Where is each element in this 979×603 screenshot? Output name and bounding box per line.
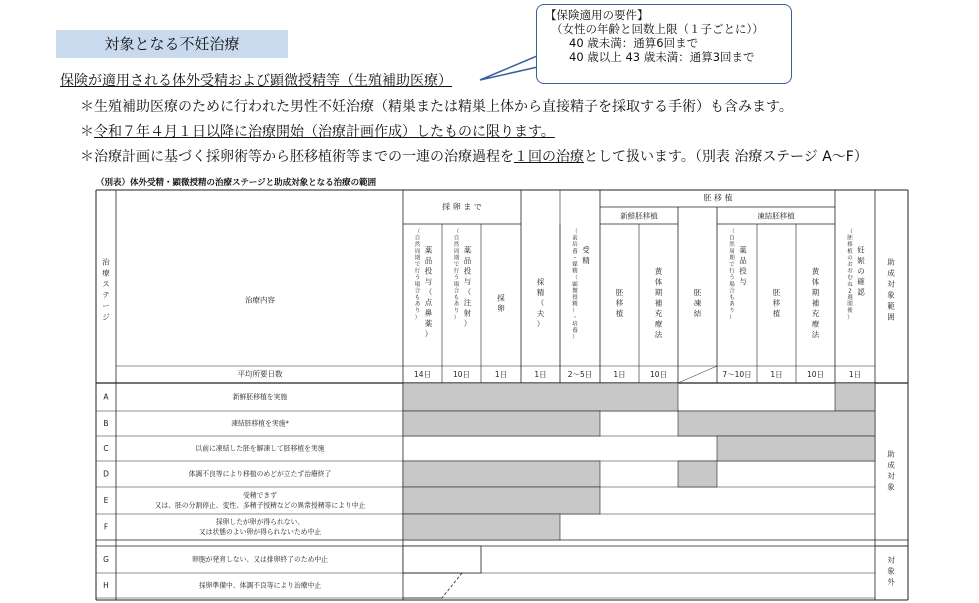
vertical-char: 補 (654, 298, 663, 308)
vertical-char: 外 (887, 577, 895, 587)
vertical-char: 充 (811, 309, 820, 318)
vertical-char: 然 (729, 242, 735, 249)
vertical-char: で (414, 262, 421, 268)
vertical-char: り (453, 308, 460, 315)
column-days: 2〜5日 (567, 370, 593, 379)
vertical-char: 週 (847, 295, 853, 301)
header-group-haiishoku: 胚 移 植 (703, 193, 733, 203)
header-group-touketsu: 凍結胚移植 (757, 211, 795, 221)
column-days: 10日 (452, 370, 471, 379)
vertical-char: 法 (654, 330, 663, 339)
vertical-char: 対 (887, 471, 895, 481)
column-days: 1日 (494, 370, 508, 379)
stage-label: D (103, 469, 109, 479)
vertical-char: 周 (453, 248, 460, 255)
vertical-char: （ (729, 229, 735, 235)
vertical-char: ） (572, 334, 578, 341)
vertical-char: 確 (857, 277, 865, 286)
header-scope-col (887, 257, 895, 322)
coverage-bar (678, 461, 717, 487)
vertical-char: 卵 (497, 303, 505, 313)
stage-content: 凍結胚移植を実施* (231, 419, 289, 428)
vertical-char: 期 (729, 255, 735, 262)
stage-label: A (103, 392, 109, 402)
vertical-char: で (453, 262, 460, 268)
vertical-char: ） (729, 314, 735, 321)
coverage-bar (678, 411, 875, 436)
vertical-char: 薬 (739, 245, 747, 255)
vertical-char: ） (536, 319, 545, 329)
callout-line: 40 歳未満：通算6回まで (569, 36, 699, 50)
vertical-char: 微 (572, 288, 578, 295)
excluded-box-h (442, 573, 462, 598)
vertical-char: 行 (414, 268, 421, 275)
column-header-label (616, 288, 624, 318)
vertical-char: 行 (729, 268, 735, 275)
coverage-bar (403, 383, 678, 411)
note-part: ＊治療計画に基づく採卵術等から胚移植術等までの一連の治療過程を (80, 149, 514, 165)
column-header-label (773, 288, 781, 318)
vertical-char: 培 (572, 321, 578, 328)
scope-excluded (887, 555, 895, 587)
header-group-saiken: 採 卵 ま で (442, 202, 482, 212)
vertical-char: 投 (424, 266, 433, 276)
vertical-char: う (453, 275, 460, 282)
vertical-char: 期 (811, 288, 820, 297)
column-header-label (582, 245, 590, 266)
vertical-char: 合 (453, 288, 460, 295)
vertical-char: 前 (572, 235, 578, 242)
vertical-char: （ (424, 287, 433, 297)
vertical-char: 鼻 (424, 308, 433, 318)
vertical-char: 成 (887, 460, 895, 470)
coverage-bar (403, 411, 600, 436)
vertical-char: 法 (811, 330, 820, 339)
stage-label: C (103, 444, 109, 453)
vertical-char: 自 (453, 235, 460, 242)
vertical-char: 品 (739, 256, 747, 265)
vertical-char: 投 (739, 266, 747, 276)
vertical-char: ） (463, 319, 472, 328)
vertical-char: り (729, 308, 735, 315)
vertical-char: 妊 (857, 245, 865, 255)
vertical-char: 植 (615, 309, 624, 318)
vertical-char: 合 (414, 288, 421, 295)
vertical-char: 治 (102, 257, 110, 267)
vertical-char: あ (453, 301, 460, 308)
vertical-char: 周 (729, 248, 735, 255)
vertical-char: 移 (772, 298, 781, 308)
stage-content: 体調不良等により移植のめどが立たず治療終了 (188, 470, 332, 478)
header-content-col: 治療内容 (245, 295, 275, 305)
stage-label: H (103, 581, 109, 590)
vertical-char: ・ (572, 314, 578, 321)
vertical-char: 植 (847, 248, 853, 255)
note-part: として扱います。（別表 治療ステージ A〜F） (584, 149, 868, 165)
vertical-char: 期 (414, 255, 421, 262)
vertical-char: 品 (463, 256, 472, 265)
vertical-char: ね (847, 281, 853, 288)
callout-line: （女性の年齢と回数上限（１子ごとに）） (551, 22, 764, 36)
vertical-char: 注 (463, 298, 472, 307)
vertical-char: 授 (572, 295, 578, 301)
vertical-char: 娠 (857, 256, 865, 265)
note-male-infertility: ＊生殖補助医療のために行われた男性不妊治療（精巣または精巣上体から直接精子を採取する手術）も含みます。 (80, 99, 793, 115)
vertical-char: ） (453, 314, 460, 321)
column-header-label (537, 277, 545, 329)
column-header-label (739, 245, 747, 287)
vertical-char: 品 (424, 256, 433, 265)
vertical-char: 精 (536, 288, 545, 297)
column-days: 1日 (534, 370, 547, 379)
vertical-char: 周 (414, 248, 421, 255)
vertical-char: 精 (582, 256, 590, 265)
vertical-char: （ (847, 229, 853, 235)
vertical-char: 後 (847, 308, 853, 315)
column-header-label (857, 245, 865, 297)
vertical-char: 薬 (424, 245, 433, 255)
vertical-char: 然 (414, 242, 421, 249)
vertical-char: 療 (102, 268, 110, 278)
vertical-char: 投 (463, 266, 472, 276)
vertical-char: （ (453, 229, 460, 235)
vertical-char: （ (463, 287, 472, 297)
vertical-char: 移 (615, 298, 624, 308)
vertical-char: 対 (887, 279, 895, 289)
column-header-note (729, 228, 735, 321)
column-days: 7〜10日 (722, 370, 752, 379)
vertical-char: 精 (572, 301, 578, 308)
vertical-char: 間 (847, 301, 853, 308)
table-caption: （別表）体外受精・顕微授精の治療ステージと助成対象となる治療の範囲 (96, 178, 377, 188)
vertical-char: 薬 (463, 245, 472, 255)
column-header-label (425, 245, 433, 339)
diagonal-slash (678, 366, 717, 383)
vertical-char: （ (536, 298, 545, 308)
column-header-note (847, 228, 853, 321)
coverage-bar (403, 514, 560, 540)
vertical-char: 胚 (693, 288, 702, 297)
vertical-char: お (847, 262, 853, 268)
vertical-char: 助 (887, 257, 895, 267)
vertical-char: テ (102, 290, 110, 300)
vertical-char: 移 (847, 242, 853, 249)
vertical-char: 自 (414, 235, 421, 242)
column-days: 1日 (770, 370, 783, 379)
vertical-char: 黄 (811, 267, 820, 276)
stage-content: 採卵したが卵が得られない、 (215, 518, 305, 526)
column-days: 10日 (649, 370, 668, 379)
stage-content: 又は、胚の分割停止、変性、多精子授精などの異常授精等により中止 (154, 501, 366, 510)
vertical-char: ー (102, 301, 110, 311)
vertical-char: 助 (887, 449, 895, 459)
vertical-char: 体 (811, 277, 820, 287)
vertical-char: の (847, 255, 853, 262)
vertical-char: 充 (654, 309, 663, 318)
stage-label: B (103, 419, 109, 428)
vertical-char: 療 (654, 319, 663, 329)
vertical-char: 採 (497, 293, 505, 303)
column-header-label (694, 288, 702, 318)
coverage-bar (403, 461, 600, 487)
header-stage-col (102, 257, 110, 322)
vertical-char: あ (414, 301, 421, 308)
stage-content: 卵胞が発育しない、又は排卵終了のため中止 (192, 555, 328, 564)
vertical-char: 顕 (572, 281, 578, 288)
vertical-char: 範 (887, 301, 895, 311)
vertical-char: ） (847, 314, 853, 321)
vertical-char: 射 (463, 308, 472, 318)
vertical-char: 媒 (572, 262, 578, 268)
excluded-box-g (403, 546, 481, 573)
scope-covered (887, 449, 895, 492)
stage-content: 新鮮胚移植を実施 (232, 393, 288, 401)
vertical-char: （ (414, 229, 421, 235)
vertical-char: 場 (414, 281, 421, 288)
vertical-char: 凍 (693, 298, 702, 308)
note-prefix: ＊ (80, 124, 94, 140)
vertical-char: 囲 (887, 312, 895, 322)
callout-line: 【保険適用の要件】 (545, 8, 649, 22)
vertical-char: む (847, 275, 853, 282)
vertical-char: お (847, 268, 853, 275)
vertical-char: 象 (887, 482, 895, 492)
vertical-char: ジ (102, 312, 110, 322)
coverage-bar (835, 383, 875, 411)
vertical-char: 期 (654, 288, 663, 297)
vertical-char: 胚 (847, 235, 853, 242)
vertical-char: も (453, 295, 460, 301)
column-header-label (497, 292, 505, 313)
column-header-label (655, 266, 663, 339)
vertical-char: ） (424, 329, 433, 339)
vertical-char: 培 (572, 242, 578, 249)
column-header-note (572, 228, 578, 341)
vertical-char: 採 (536, 277, 545, 287)
vertical-char: 成 (887, 268, 895, 278)
stage-content: 受精できず (243, 491, 277, 500)
column-days: 1日 (613, 370, 626, 379)
vertical-char: 然 (453, 242, 460, 249)
section-title: 対象となる不妊治療 (56, 30, 288, 58)
stage-label: F (103, 522, 109, 532)
vertical-char: 認 (857, 287, 865, 297)
vertical-char: 2 (848, 288, 852, 295)
vertical-char: 夫 (536, 309, 545, 318)
vertical-char: 療 (811, 319, 820, 329)
column-header-note (415, 228, 421, 321)
vertical-char: 黄 (654, 267, 663, 276)
vertical-char: 期 (453, 255, 460, 262)
vertical-char: 胚 (772, 288, 781, 297)
vertical-char: 場 (729, 281, 735, 288)
stage-label: E (103, 496, 109, 505)
stage-label: G (103, 555, 109, 564)
vertical-char: 自 (729, 235, 735, 242)
note-part-underlined: １回の治療 (514, 149, 584, 165)
vertical-char: （ (572, 229, 578, 235)
header-days-label: 平均所要日数 (237, 369, 283, 379)
vertical-char: 受 (582, 245, 590, 255)
vertical-char: （ (572, 275, 578, 282)
vertical-char: 点 (424, 298, 433, 307)
vertical-char: ス (102, 279, 110, 289)
column-header-label (464, 245, 472, 329)
vertical-char: 植 (772, 309, 781, 318)
vertical-char: も (414, 295, 421, 301)
vertical-char: り (414, 308, 421, 315)
stage-content: 又は状態のよい卵が得られないため中止 (198, 528, 322, 536)
vertical-char: 体 (654, 277, 663, 287)
vertical-char: 象 (887, 566, 895, 576)
lead-text: 保険が適用される体外受精および顕微授精等（生殖補助医療） (60, 73, 452, 89)
vertical-char: 対 (887, 555, 895, 565)
vertical-char: ・ (572, 255, 578, 262)
vertical-char: ） (414, 314, 421, 321)
note-start-date-text: 令和７年４月１日以降に治療開始（治療計画作成）したものに限ります。 (94, 124, 555, 140)
vertical-char: 補 (811, 298, 820, 308)
vertical-char: 与 (739, 277, 747, 286)
stage-content: 以前に凍結した胚を解凍して胚移植を実施 (195, 444, 325, 453)
vertical-char: 場 (453, 281, 460, 288)
header-group-shinsen: 新鮮胚移植 (620, 211, 658, 221)
vertical-char: 与 (424, 277, 433, 286)
vertical-char: う (414, 275, 421, 282)
vertical-char: う (729, 275, 735, 282)
column-days: 14日 (413, 370, 432, 379)
vertical-char: 養 (572, 328, 578, 334)
vertical-char: 精 (572, 268, 578, 275)
vertical-char: の (857, 266, 865, 276)
vertical-char: 薬 (424, 319, 433, 328)
column-header-note (454, 228, 460, 321)
vertical-char: 与 (463, 277, 472, 286)
vertical-char: 胚 (615, 288, 624, 297)
vertical-char: で (729, 262, 735, 268)
vertical-char: 行 (453, 268, 460, 275)
vertical-char: あ (729, 301, 735, 308)
callout-line: 40 歳以上 43 歳未満：通算3回まで (569, 50, 755, 64)
vertical-char: ） (572, 308, 578, 315)
vertical-char: 合 (729, 288, 735, 295)
stage-content: 採卵準備中、体調不良等により治療中止 (198, 581, 322, 590)
coverage-bar (403, 487, 600, 514)
vertical-char: 養 (572, 248, 578, 255)
column-days: 1日 (848, 370, 862, 379)
vertical-char: 象 (887, 290, 895, 300)
vertical-char: も (729, 295, 735, 301)
column-days: 10日 (806, 370, 825, 379)
column-header-label (812, 266, 820, 339)
vertical-char: 結 (693, 309, 702, 318)
coverage-bar (717, 436, 875, 461)
